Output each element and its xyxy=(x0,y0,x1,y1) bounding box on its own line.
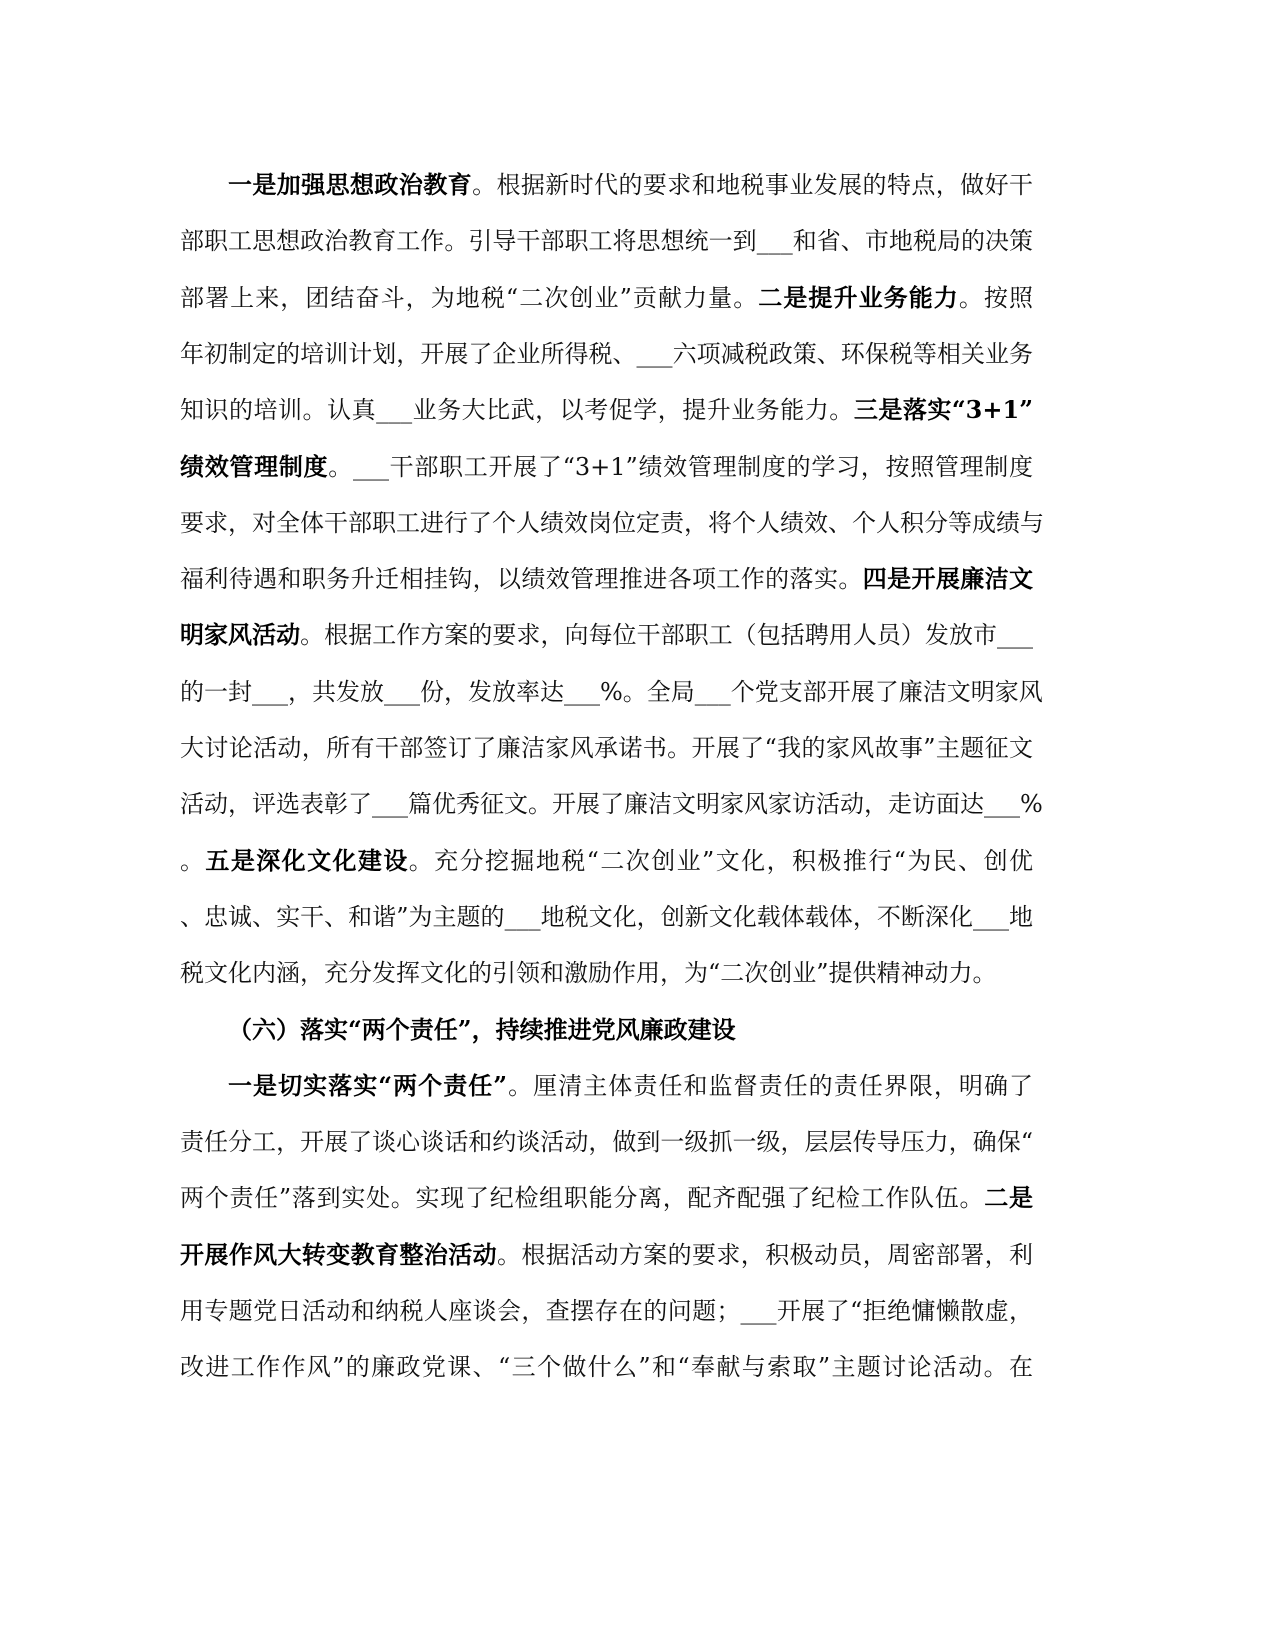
body-text: 知识的培训。认真___业务大比武，以考促学，提升业务能力。 xyxy=(180,396,854,425)
bold-text: 二是 xyxy=(984,1183,1033,1213)
bold-text: 一是加强思想政治教育 xyxy=(228,170,473,199)
body-text: 福利待遇和职务升迁相挂钩，以绩效管理推进各项工作的落实。 xyxy=(180,565,863,594)
bold-text: （六）落实“两个责任”，持续推进党风廉政建设 xyxy=(228,1014,736,1044)
body-text: 活动，评选表彰了___篇优秀征文。开展了廉洁文明家风家访活动，走访面达___% xyxy=(180,790,1043,819)
body-text: 要求，对全体干部职工进行了个人绩效岗位定责，将个人绩效、个人积分等成绩与 xyxy=(180,508,1044,537)
paragraph-line xyxy=(180,447,1033,487)
bold-text: 明家风活动 xyxy=(180,620,301,650)
paragraph-line xyxy=(180,1347,1033,1387)
paragraph-line xyxy=(180,1291,1033,1331)
body-text: 的一封___，共发放___份，发放率达___%。全局___个党支部开展了廉洁文明家风 xyxy=(180,677,1043,706)
body-text: 部署上来，团结奋斗，为地税“二次创业”贡献力量。 xyxy=(180,283,759,312)
paragraph-line xyxy=(228,1066,1033,1106)
body-text: 大讨论活动，所有干部签订了廉洁家风承诺书。开展了“我的家风故事”主题征文 xyxy=(180,734,1033,762)
paragraph-line xyxy=(180,728,1033,768)
body-text: 、忠诚、实干、和谐”为主题的___地税文化，创新文化载体载体，不断深化___地 xyxy=(180,902,1033,931)
bold-text: 五是深化文化建设 xyxy=(205,845,409,875)
body-text: 。充分挖掘地税“二次创业”文化，积极推行“为民、创优 xyxy=(408,846,1034,875)
paragraph-line xyxy=(228,1010,1033,1050)
body-text: 。根据活动方案的要求，积极动员，周密部署，利 xyxy=(496,1240,1034,1269)
body-text: 。根据新时代的要求和地税事业发展的特点，做好干 xyxy=(472,171,1033,199)
body-text: 用专题党日活动和纳税人座谈会，查摆存在的问题；___开展了“拒绝慵懒散虚， xyxy=(180,1297,1033,1325)
paragraph-line xyxy=(180,672,1043,712)
bold-text: 三是落实“3+1” xyxy=(853,395,1033,425)
body-text: 年初制定的培训计划，开展了企业所得税、___六项减税政策、环保税等相关业务 xyxy=(180,339,1033,368)
body-text: 。___干部职工开展了“3+1”绩效管理制度的学习，按照管理制度 xyxy=(328,452,1034,481)
paragraph-line xyxy=(228,165,1033,205)
bold-text: 绩效管理制度 xyxy=(180,451,329,481)
bold-text: 开展作风大转变教育整治活动 xyxy=(180,1239,497,1269)
bold-text: 一是切实落实“两个责任” xyxy=(228,1070,508,1100)
body-text: 部职工思想政治教育工作。引导干部职工将思想统一到___和省、市地税局的决策 xyxy=(180,227,1033,256)
body-text: 。厘清主体责任和监督责任的责任界限，明确了 xyxy=(507,1071,1034,1100)
paragraph-line xyxy=(180,559,1033,599)
paragraph-line xyxy=(180,334,1033,374)
paragraph-line xyxy=(180,1178,1033,1218)
bold-text: 二是提升业务能力 xyxy=(758,282,959,312)
body-text: 税文化内涵，充分发挥文化的引领和激励作用，为“二次创业”提供精神动力。 xyxy=(180,959,997,988)
paragraph-line xyxy=(180,1122,1033,1162)
paragraph-line xyxy=(180,953,1033,993)
paragraph-line xyxy=(180,1235,1033,1275)
paragraph-line xyxy=(180,841,1033,881)
body-text: 责任分工，开展了谈心谈话和约谈活动，做到一级抓一级，层层传导压力，确保“ xyxy=(180,1128,1033,1157)
body-text: 。根据工作方案的要求，向每位干部职工（包括聘用人员）发放市___ xyxy=(300,621,1034,650)
paragraph-line xyxy=(180,390,1033,430)
body-text: 改进工作作风”的廉政党课、“三个做什么”和“奉献与索取”主题讨论活动。在 xyxy=(180,1353,1033,1382)
bold-text: 四是开展廉洁文 xyxy=(862,564,1034,594)
paragraph-line xyxy=(180,221,1033,261)
body-text: 。 xyxy=(180,846,206,875)
paragraph-line xyxy=(180,503,1044,543)
paragraph-line xyxy=(180,278,1033,318)
body-text: 。按照 xyxy=(958,283,1034,312)
paragraph-line xyxy=(180,615,1033,655)
paragraph-line xyxy=(180,897,1033,937)
paragraph-line xyxy=(180,784,1043,824)
body-text: 两个责任”落到实处。实现了纪检组职能分离，配齐配强了纪检工作队伍。 xyxy=(180,1184,985,1213)
